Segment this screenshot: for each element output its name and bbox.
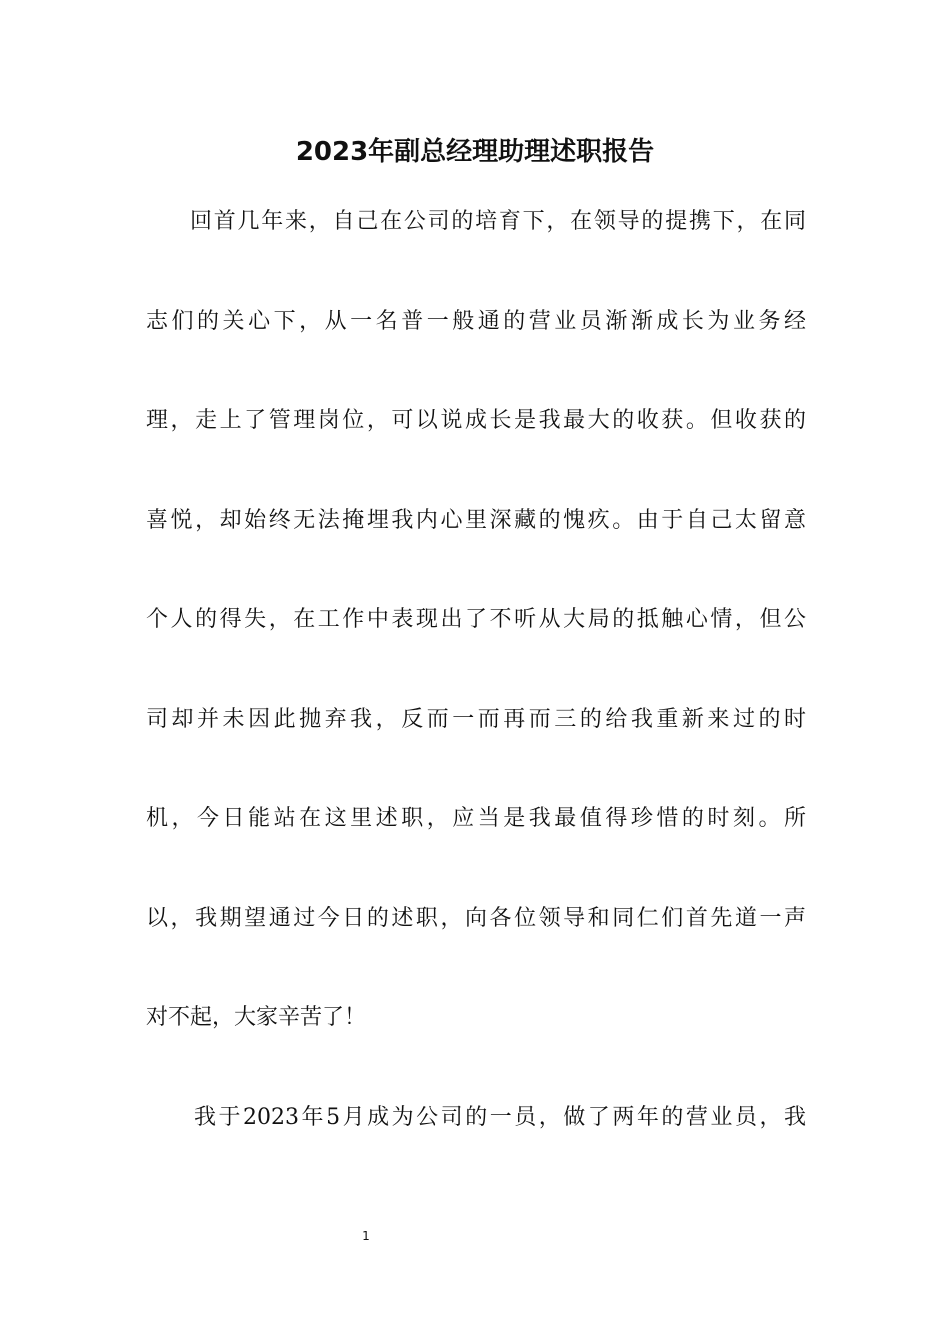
paragraph-line-6: 司却并未因此抛弃我，反而一而再而三的给我重新来过的时 [146,707,806,732]
paragraph-line-7: 机，今日能站在这里述职，应当是我最值得珍惜的时刻。所 [146,806,806,831]
paragraph-line-2: 志们的关心下，从一名普一般通的营业员渐渐成长为业务经 [146,309,806,334]
paragraph-line-9: 对不起，大家辛苦了！ [146,1005,367,1030]
paragraph-line-10: 我于2023年5月成为公司的一员，做了两年的营业员，我 [194,1105,806,1130]
paragraph-line-5: 个人的得失，在工作中表现出了不听从大局的抵触心情，但公 [146,607,806,632]
document-title: 2023年副总经理助理述职报告 [295,137,655,167]
paragraph-line-8: 以，我期望通过今日的述职，向各位领导和同仁们首先道一声 [146,906,806,931]
paragraph-line-1: 回首几年来，自己在公司的培育下，在领导的提携下，在同 [190,209,806,234]
paragraph-line-3: 理，走上了管理岗位，可以说成长是我最大的收获。但收获的 [146,408,806,433]
page-number: 1 [362,1229,370,1243]
paragraph-line-4: 喜悦，却始终无法掩埋我内心里深藏的愧疚。由于自己太留意 [146,508,806,533]
